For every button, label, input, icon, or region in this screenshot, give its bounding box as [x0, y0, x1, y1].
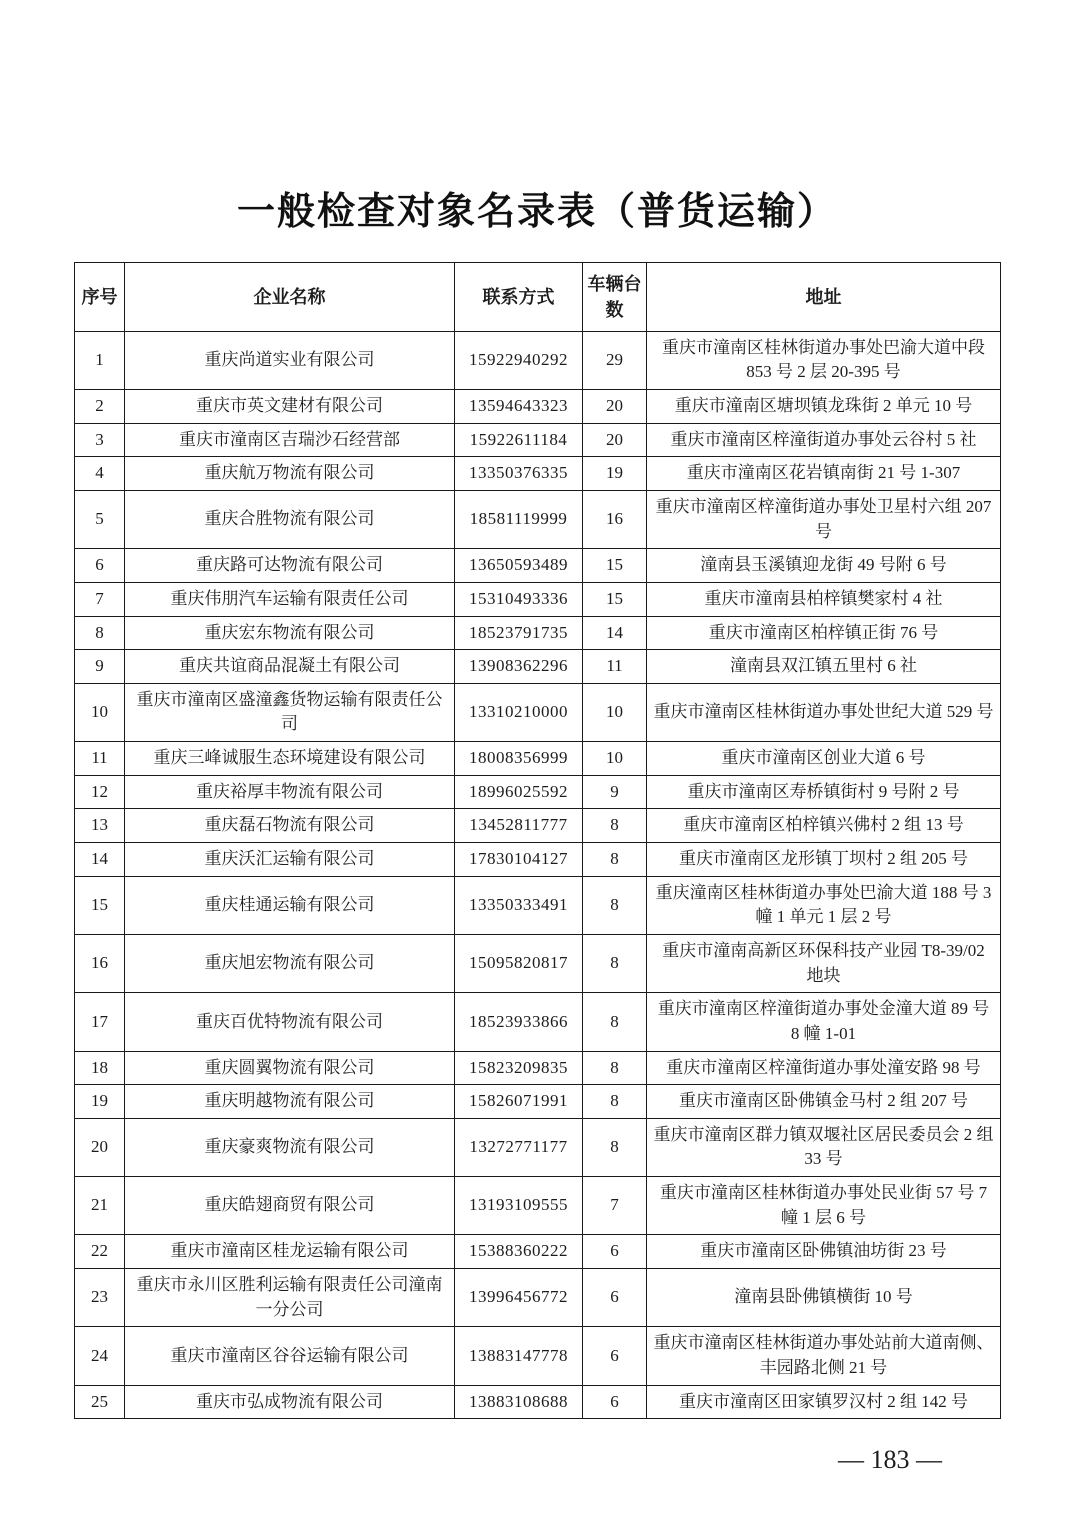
- cell-contact: 15310493336: [455, 582, 583, 616]
- table-row: [75, 616, 1001, 650]
- cell-no: 18: [75, 1051, 125, 1085]
- table-body: [75, 331, 1001, 1418]
- cell-contact: 18996025592: [455, 775, 583, 809]
- cell-no: 15: [75, 876, 125, 934]
- cell-address: 重庆市潼南高新区环保科技产业园 T8-39/02 地块: [647, 934, 1001, 992]
- cell-company: 重庆市潼南区吉瑞沙石经营部: [125, 423, 455, 457]
- cell-no: 16: [75, 934, 125, 992]
- cell-contact: 15826071991: [455, 1085, 583, 1119]
- cell-company: 重庆尚道实业有限公司: [125, 331, 455, 389]
- cell-contact: 13272771177: [455, 1118, 583, 1176]
- cell-address: 重庆市潼南区花岩镇南街 21 号 1-307: [647, 457, 1001, 491]
- cell-address: 潼南县玉溪镇迎龙街 49 号附 6 号: [647, 549, 1001, 583]
- cell-no: 9: [75, 650, 125, 684]
- table-row: [75, 1385, 1001, 1419]
- cell-company: 重庆磊石物流有限公司: [125, 809, 455, 843]
- cell-company: 重庆旭宏物流有限公司: [125, 934, 455, 992]
- cell-no: 25: [75, 1385, 125, 1419]
- cell-address: 重庆市潼南区塘坝镇龙珠街 2 单元 10 号: [647, 390, 1001, 424]
- cell-company: 重庆市永川区胜利运输有限责任公司潼南一分公司: [125, 1269, 455, 1327]
- cell-no: 8: [75, 616, 125, 650]
- cell-no: 5: [75, 490, 125, 548]
- cell-no: 1: [75, 331, 125, 389]
- cell-vehicles: 29: [583, 331, 647, 389]
- cell-no: 10: [75, 683, 125, 741]
- cell-no: 12: [75, 775, 125, 809]
- cell-address: 重庆市潼南区柏梓镇正街 76 号: [647, 616, 1001, 650]
- cell-address: 重庆市潼南区桂林街道办事处巴渝大道中段 853 号 2 层 20-395 号: [647, 331, 1001, 389]
- cell-contact: 15095820817: [455, 934, 583, 992]
- cell-company: 重庆裕厚丰物流有限公司: [125, 775, 455, 809]
- cell-company: 重庆合胜物流有限公司: [125, 490, 455, 548]
- table-row: [75, 1235, 1001, 1269]
- cell-contact: 13908362296: [455, 650, 583, 684]
- table-row: [75, 809, 1001, 843]
- table-row: [75, 934, 1001, 992]
- table-row: [75, 742, 1001, 776]
- cell-contact: 13452811777: [455, 809, 583, 843]
- cell-address: 重庆市潼南区寿桥镇街村 9 号附 2 号: [647, 775, 1001, 809]
- cell-vehicles: 15: [583, 549, 647, 583]
- table-row: [75, 650, 1001, 684]
- cell-vehicles: 8: [583, 843, 647, 877]
- cell-address: 潼南县双江镇五里村 6 社: [647, 650, 1001, 684]
- cell-company: 重庆市潼南区桂龙运输有限公司: [125, 1235, 455, 1269]
- table-row: [75, 1051, 1001, 1085]
- cell-address: 重庆市潼南区龙形镇丁坝村 2 组 205 号: [647, 843, 1001, 877]
- cell-contact: 18581119999: [455, 490, 583, 548]
- header-company: 企业名称: [125, 262, 455, 331]
- cell-address: 重庆市潼南区梓潼街道办事处云谷村 5 社: [647, 423, 1001, 457]
- cell-no: 11: [75, 742, 125, 776]
- cell-company: 重庆皓翅商贸有限公司: [125, 1177, 455, 1235]
- cell-company: 重庆百优特物流有限公司: [125, 993, 455, 1051]
- table-row: [75, 1118, 1001, 1176]
- cell-no: 4: [75, 457, 125, 491]
- cell-company: 重庆沃汇运输有限公司: [125, 843, 455, 877]
- cell-contact: 18523791735: [455, 616, 583, 650]
- cell-company: 重庆市英文建材有限公司: [125, 390, 455, 424]
- cell-address: 重庆市潼南区群力镇双堰社区居民委员会 2 组 33 号: [647, 1118, 1001, 1176]
- cell-company: 重庆市潼南区谷谷运输有限公司: [125, 1327, 455, 1385]
- header-contact: 联系方式: [455, 262, 583, 331]
- table-header-row: [75, 262, 1001, 331]
- cell-no: 23: [75, 1269, 125, 1327]
- cell-company: 重庆宏东物流有限公司: [125, 616, 455, 650]
- cell-no: 24: [75, 1327, 125, 1385]
- cell-contact: 13350333491: [455, 876, 583, 934]
- cell-address: 潼南县卧佛镇横街 10 号: [647, 1269, 1001, 1327]
- cell-address: 重庆市潼南区梓潼街道办事处潼安路 98 号: [647, 1051, 1001, 1085]
- cell-address: 重庆潼南区桂林街道办事处巴渝大道 188 号 3 幢 1 单元 1 层 2 号: [647, 876, 1001, 934]
- cell-no: 14: [75, 843, 125, 877]
- cell-company: 重庆伟朋汽车运输有限责任公司: [125, 582, 455, 616]
- cell-vehicles: 20: [583, 390, 647, 424]
- table-row: [75, 1269, 1001, 1327]
- cell-address: 重庆市潼南区柏梓镇兴佛村 2 组 13 号: [647, 809, 1001, 843]
- cell-address: 重庆市潼南区卧佛镇金马村 2 组 207 号: [647, 1085, 1001, 1119]
- cell-contact: 13650593489: [455, 549, 583, 583]
- cell-vehicles: 19: [583, 457, 647, 491]
- cell-vehicles: 6: [583, 1327, 647, 1385]
- cell-vehicles: 7: [583, 1177, 647, 1235]
- cell-contact: 18008356999: [455, 742, 583, 776]
- cell-address: 重庆市潼南区桂林街道办事处站前大道南侧、丰园路北侧 21 号: [647, 1327, 1001, 1385]
- cell-company: 重庆圆翼物流有限公司: [125, 1051, 455, 1085]
- cell-company: 重庆航万物流有限公司: [125, 457, 455, 491]
- cell-company: 重庆共谊商品混凝土有限公司: [125, 650, 455, 684]
- cell-vehicles: 8: [583, 1118, 647, 1176]
- table-row: [75, 457, 1001, 491]
- cell-contact: 15823209835: [455, 1051, 583, 1085]
- cell-vehicles: 8: [583, 1085, 647, 1119]
- cell-contact: 13883147778: [455, 1327, 583, 1385]
- cell-company: 重庆桂通运输有限公司: [125, 876, 455, 934]
- cell-address: 重庆市潼南区梓潼街道办事处金潼大道 89 号 8 幢 1-01: [647, 993, 1001, 1051]
- table-row: [75, 1177, 1001, 1235]
- cell-company: 重庆豪爽物流有限公司: [125, 1118, 455, 1176]
- table-row: [75, 549, 1001, 583]
- table-row: [75, 331, 1001, 389]
- page-number: — 183 —: [838, 1445, 942, 1475]
- cell-contact: 13883108688: [455, 1385, 583, 1419]
- cell-vehicles: 6: [583, 1235, 647, 1269]
- cell-vehicles: 10: [583, 683, 647, 741]
- cell-company: 重庆市弘成物流有限公司: [125, 1385, 455, 1419]
- table-row: [75, 683, 1001, 741]
- cell-contact: 13594643323: [455, 390, 583, 424]
- table-row: [75, 1327, 1001, 1385]
- table-row: [75, 423, 1001, 457]
- cell-vehicles: 20: [583, 423, 647, 457]
- cell-vehicles: 16: [583, 490, 647, 548]
- cell-vehicles: 14: [583, 616, 647, 650]
- cell-no: 3: [75, 423, 125, 457]
- cell-address: 重庆市潼南区卧佛镇油坊街 23 号: [647, 1235, 1001, 1269]
- cell-company: 重庆市潼南区盛潼鑫货物运输有限责任公司: [125, 683, 455, 741]
- table-row: [75, 876, 1001, 934]
- cell-address: 重庆市潼南区梓潼街道办事处卫星村六组 207 号: [647, 490, 1001, 548]
- table-row: [75, 843, 1001, 877]
- cell-no: 19: [75, 1085, 125, 1119]
- cell-contact: 13310210000: [455, 683, 583, 741]
- cell-contact: 15922940292: [455, 331, 583, 389]
- cell-contact: 13350376335: [455, 457, 583, 491]
- cell-no: 7: [75, 582, 125, 616]
- cell-contact: 18523933866: [455, 993, 583, 1051]
- cell-vehicles: 8: [583, 934, 647, 992]
- table-row: [75, 775, 1001, 809]
- cell-contact: 17830104127: [455, 843, 583, 877]
- header-vehicles: 车辆台数: [583, 262, 647, 331]
- table-row: [75, 390, 1001, 424]
- cell-vehicles: 9: [583, 775, 647, 809]
- cell-contact: 15922611184: [455, 423, 583, 457]
- cell-vehicles: 6: [583, 1269, 647, 1327]
- header-no: 序号: [75, 262, 125, 331]
- cell-vehicles: 6: [583, 1385, 647, 1419]
- table-row: [75, 993, 1001, 1051]
- cell-vehicles: 8: [583, 1051, 647, 1085]
- cell-vehicles: 15: [583, 582, 647, 616]
- cell-address: 重庆市潼南区桂林街道办事处民业街 57 号 7 幢 1 层 6 号: [647, 1177, 1001, 1235]
- cell-vehicles: 11: [583, 650, 647, 684]
- cell-no: 6: [75, 549, 125, 583]
- cell-no: 20: [75, 1118, 125, 1176]
- cell-no: 22: [75, 1235, 125, 1269]
- header-address: 地址: [647, 262, 1001, 331]
- cell-no: 21: [75, 1177, 125, 1235]
- cell-company: 重庆三峰诚服生态环境建设有限公司: [125, 742, 455, 776]
- cell-vehicles: 8: [583, 993, 647, 1051]
- cell-vehicles: 10: [583, 742, 647, 776]
- table-row: [75, 582, 1001, 616]
- cell-no: 17: [75, 993, 125, 1051]
- inspection-roster-table: [74, 262, 1001, 1420]
- cell-address: 重庆市潼南区桂林街道办事处世纪大道 529 号: [647, 683, 1001, 741]
- page-title: 一般检查对象名录表（普货运输）: [236, 191, 837, 233]
- cell-vehicles: 8: [583, 876, 647, 934]
- cell-contact: 13193109555: [455, 1177, 583, 1235]
- cell-contact: 13996456772: [455, 1269, 583, 1327]
- cell-address: 重庆市潼南县柏梓镇樊家村 4 社: [647, 582, 1001, 616]
- cell-address: 重庆市潼南区创业大道 6 号: [647, 742, 1001, 776]
- cell-vehicles: 8: [583, 809, 647, 843]
- cell-company: 重庆路可达物流有限公司: [125, 549, 455, 583]
- cell-contact: 15388360222: [455, 1235, 583, 1269]
- cell-address: 重庆市潼南区田家镇罗汉村 2 组 142 号: [647, 1385, 1001, 1419]
- cell-company: 重庆明越物流有限公司: [125, 1085, 455, 1119]
- table-row: [75, 1085, 1001, 1119]
- table-row: [75, 490, 1001, 548]
- cell-no: 2: [75, 390, 125, 424]
- cell-no: 13: [75, 809, 125, 843]
